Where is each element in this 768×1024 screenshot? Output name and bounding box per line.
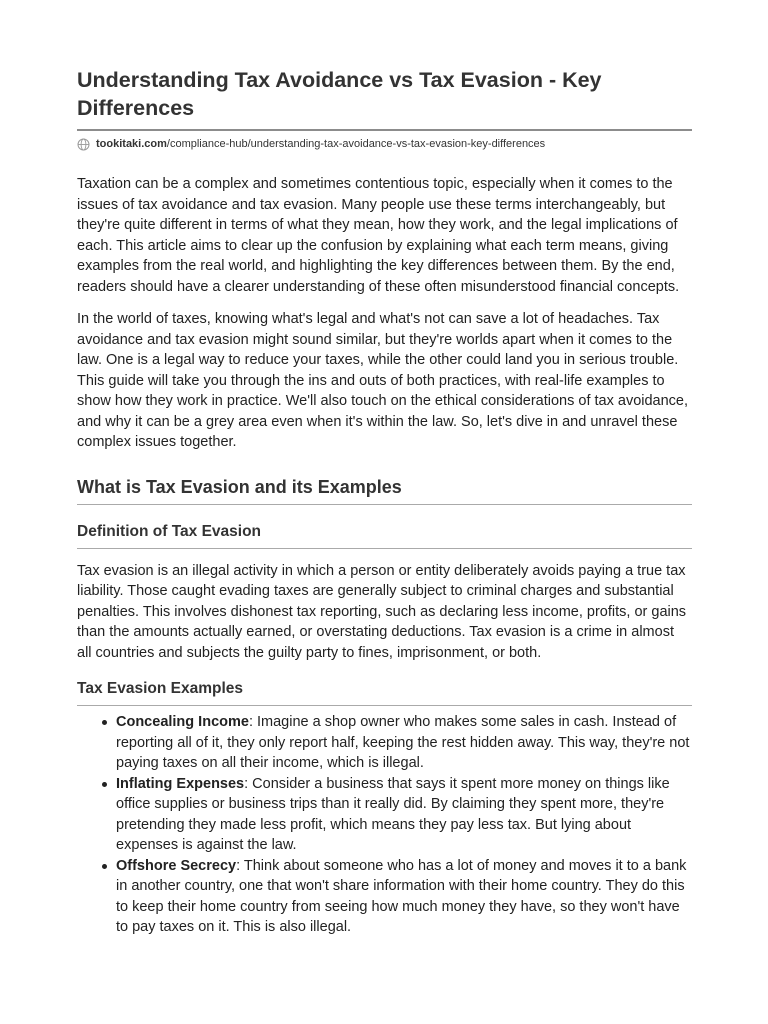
title-divider (77, 129, 692, 131)
definition-paragraph: Tax evasion is an illegal activity in which a person or entity deliberately avoids paying a true tax liability. Those caught evading taxes are generally subject to criminal charges and substantial penalties. This involves dishonest tax reporting, such as declaring less income, profits, or gains than the amounts actually earned, or overstating deductions. Tax evasion is a crime in almost all countries and subjects the guilty party to fines, imprisonment, or both. (77, 562, 687, 661)
section-heading: What is Tax Evasion and its Examples (77, 476, 402, 497)
intro-paragraph-2: In the world of taxes, knowing what's legal and what's not can save a lot of headaches. Tax avoidance and tax evasion might sound similar, but they're worlds apart when it comes to the law. One is a legal way to reduce your taxes, while the other could land you in serious trouble. This guide will take you through the ins and outs of both practices, with real-life examples to show how they work in practice. We'll also touch on the ethical considerations of tax avoidance, and why it can be a grey area even when it's within the law. So, let's dive in and unravel these complex issues together. (77, 311, 689, 450)
section-divider (77, 504, 692, 505)
definition-heading: Definition of Tax Evasion (77, 522, 262, 540)
example-term: Inflating Expenses (116, 775, 245, 792)
example-text: : Imagine a shop owner who makes some sales in cash. Instead of reporting all of it, they only report half, keeping the rest hidden away. This way, they're not paying taxes on all their income, which is illegal. (116, 714, 690, 771)
bullet-icon (102, 864, 107, 869)
definition-divider (77, 548, 692, 549)
intro-paragraph-1: Taxation can be a complex and sometimes contentious topic, especially when it comes to the issues of tax avoidance and tax evasion. Many people use these terms interchangeably, but they're quite different in terms of what they mean, how they work, and the legal implications of each. This article aims to clear up the confusion by explaining what each term means, giving examples from the real world, and highlighting the key differences between them. By the end, readers should have a clearer understanding of these often misunderstood financial concepts. (77, 176, 680, 295)
list-item (77, 856, 692, 938)
examples-divider (77, 705, 692, 706)
examples-heading: Tax Evasion Examples (77, 680, 243, 697)
globe-icon (77, 138, 90, 151)
example-text: : Think about someone who has a lot of money and moves it to a bank in another country, one that won't share information with their home country. They do this to keep their home country from seeing how much money they have, so they won't have to pay taxes on it. This is also illegal. (116, 857, 687, 935)
list-item (77, 712, 692, 774)
example-text: : Consider a business that says it spent more money on things like office supplies or business trips than it really did. By claiming they spent more, they're pretending they made less profit, which means they pay less tax. But lying about expenses is against the law. (116, 775, 670, 853)
source-domain[interactable]: tookitaki.com (96, 138, 167, 150)
bullet-icon (102, 782, 107, 787)
list-item (77, 774, 692, 856)
source-url[interactable] (77, 137, 692, 151)
example-term: Concealing Income (116, 714, 249, 730)
examples-list (77, 712, 692, 938)
source-path[interactable]: /compliance-hub/understanding-tax-avoidance-vs-tax-evasion-key-differences (166, 138, 546, 150)
bullet-icon (102, 720, 107, 725)
page-title: Understanding Tax Avoidance vs Tax Evasion - Key Differences (77, 68, 602, 120)
document-page (77, 0, 692, 938)
example-term: Offshore Secrecy (116, 857, 237, 874)
